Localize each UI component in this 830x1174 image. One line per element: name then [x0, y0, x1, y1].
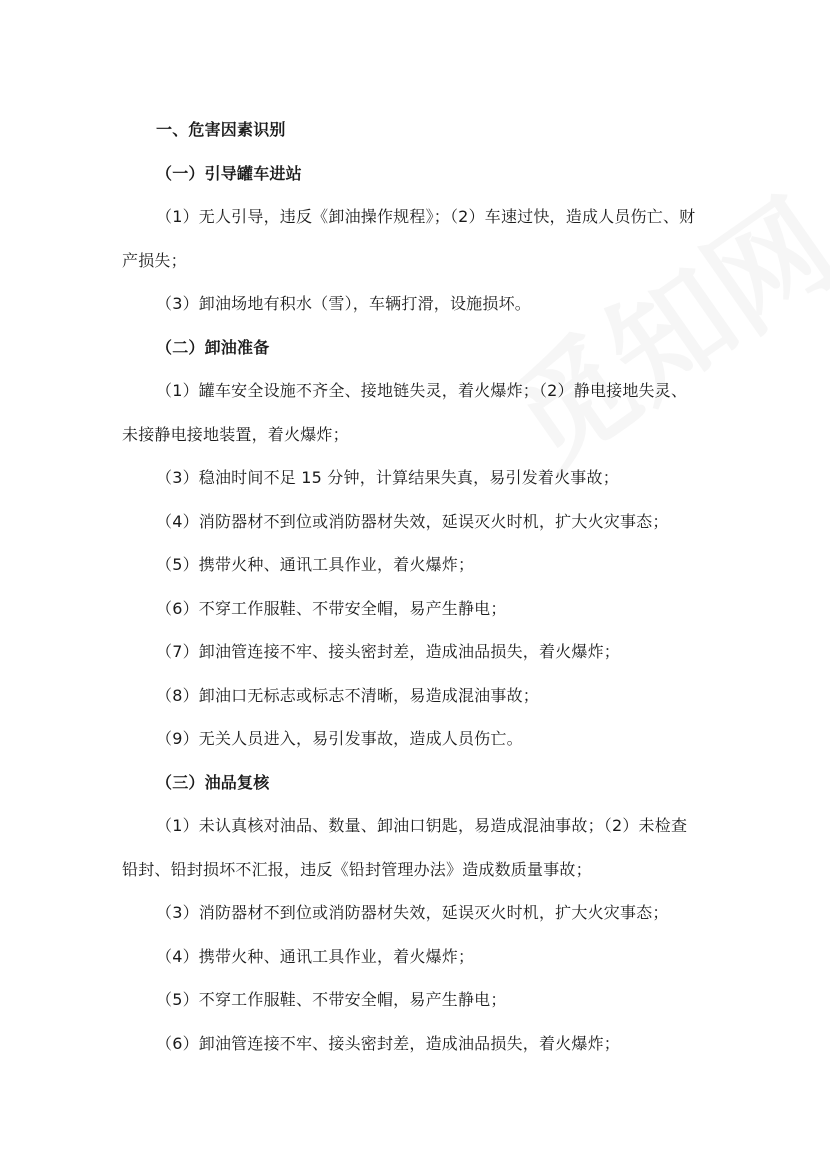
paragraph-continuation: 铅封、铅封损坏不汇报，违反《铅封管理办法》造成数质量事故；: [122, 859, 592, 879]
paragraph-line: （1）无人引导，违反《卸油操作规程》；（2）车速过快，造成人员伤亡、财: [156, 207, 696, 226]
paragraph-line: （3）稳油时间不足 15 分钟，计算结果失真，易引发着火事故；: [156, 468, 619, 487]
paragraph-line: （7）卸油管连接不牢、接头密封差，造成油品损失，着火爆炸；: [156, 642, 620, 661]
paragraph-line: （4）携带火种、通讯工具作业，着火爆炸；: [156, 946, 475, 966]
subsection-heading: （一）引导罐车进站: [156, 163, 302, 183]
paragraph-line: （6）卸油管连接不牢、接头密封差，造成油品损失，着火爆炸；: [156, 1033, 620, 1053]
paragraph-line: （5）不穿工作服鞋、不带安全帽，易产生静电；: [156, 990, 507, 1009]
paragraph-continuation: 产损失；: [122, 250, 187, 270]
paragraph-line: （4）消防器材不到位或消防器材失效，延误灭火时机，扩大火灾事态；: [156, 511, 669, 531]
document-body: [122, 108, 708, 1065]
subsection-heading: （三）油品复核: [156, 772, 270, 792]
paragraph-continuation: 未接静电接地装置，着火爆炸；: [122, 424, 349, 444]
paragraph-line: （9）无关人员进入，易引发事故，造成人员伤亡。: [156, 729, 523, 748]
subsection-heading: （二）卸油准备: [156, 337, 270, 357]
section-heading: 一、危害因素识别: [156, 120, 286, 139]
paragraph-line: （1）未认真核对油品、数量、卸油口钥匙，易造成混油事故；（2）未检查: [156, 816, 688, 835]
paragraph-line: （5）携带火种、通讯工具作业，着火爆炸；: [156, 555, 475, 574]
paragraph-line: （6）不穿工作服鞋、不带安全帽，易产生静电；: [156, 598, 507, 618]
paragraph-line: （3）消防器材不到位或消防器材失效，延误灭火时机，扩大火灾事态；: [156, 903, 669, 922]
paragraph-line: （1）罐车安全设施不齐全、接地链失灵，着火爆炸；（2）静电接地失灵、: [156, 381, 688, 400]
paragraph-line: （8）卸油口无标志或标志不清晰，易造成混油事故；: [156, 685, 539, 705]
paragraph-line: （3）卸油场地有积水（雪），车辆打滑，设施损坏。: [156, 294, 531, 313]
